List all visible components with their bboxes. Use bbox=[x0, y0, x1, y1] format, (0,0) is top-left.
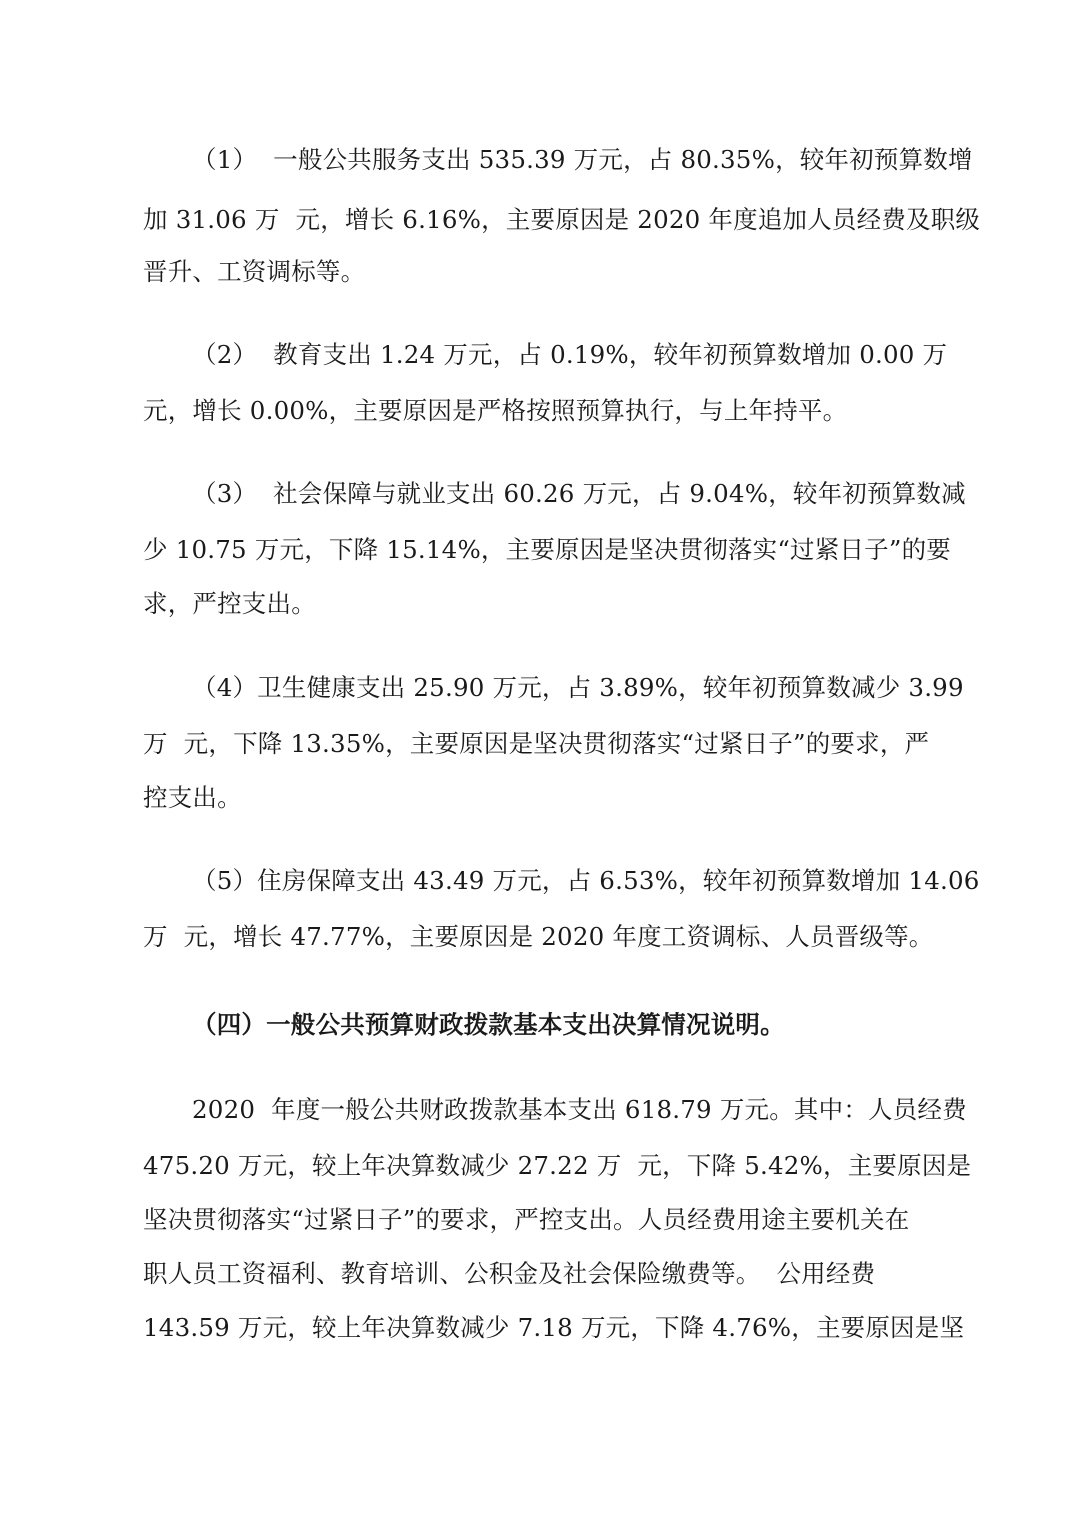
paragraph-line: （4）卫生健康支出 25.90 万元，占 3.89%，较年初预算数减少 3.99 bbox=[192, 673, 964, 702]
paragraph-line: 坚决贯彻落实“过紧日子”的要求，严控支出。人员经费用途主要机关在 bbox=[143, 1205, 910, 1234]
paragraph-line: 加 31.06 万 元，增长 6.16%，主要原因是 2020 年度追加人员经费及职级 bbox=[143, 205, 981, 234]
paragraph-line: 晋升、工资调标等。 bbox=[143, 257, 366, 286]
section-heading: （四）一般公共预算财政拨款基本支出决算情况说明。 bbox=[192, 1010, 785, 1039]
paragraph-line: （1） 一般公共服务支出 535.39 万元，占 80.35%，较年初预算数增 bbox=[192, 145, 973, 174]
paragraph-line: 475.20 万元，较上年决算数减少 27.22 万 元，下降 5.42%，主要原因是 bbox=[143, 1151, 972, 1180]
paragraph-line: （2） 教育支出 1.24 万元，占 0.19%，较年初预算数增加 0.00 万 bbox=[192, 340, 948, 369]
paragraph-line: （5）住房保障支出 43.49 万元，占 6.53%，较年初预算数增加 14.06 bbox=[192, 866, 980, 895]
paragraph-line: 143.59 万元，较上年决算数减少 7.18 万元，下降 4.76%，主要原因是坚 bbox=[143, 1313, 965, 1342]
paragraph-line: 职人员工资福利、教育培训、公积金及社会保险缴费等。 公用经费 bbox=[143, 1259, 876, 1288]
paragraph-line: （3） 社会保障与就业支出 60.26 万元，占 9.04%，较年初预算数减 bbox=[192, 479, 966, 508]
paragraph-line: 少 10.75 万元，下降 15.14%，主要原因是坚决贯彻落实“过紧日子”的要 bbox=[143, 535, 951, 564]
paragraph-line: 元，增长 0.00%，主要原因是严格按照预算执行，与上年持平。 bbox=[143, 396, 848, 425]
paragraph-line: 2020 年度一般公共财政拨款基本支出 618.79 万元。其中：人员经费 bbox=[192, 1095, 967, 1124]
paragraph-line: 控支出。 bbox=[143, 783, 242, 812]
paragraph-line: 万 元，增长 47.77%，主要原因是 2020 年度工资调标、人员晋级等。 bbox=[143, 922, 934, 951]
paragraph-line: 万 元，下降 13.35%，主要原因是坚决贯彻落实“过紧日子”的要求，严 bbox=[143, 729, 930, 758]
paragraph-line: 求，严控支出。 bbox=[143, 589, 316, 618]
